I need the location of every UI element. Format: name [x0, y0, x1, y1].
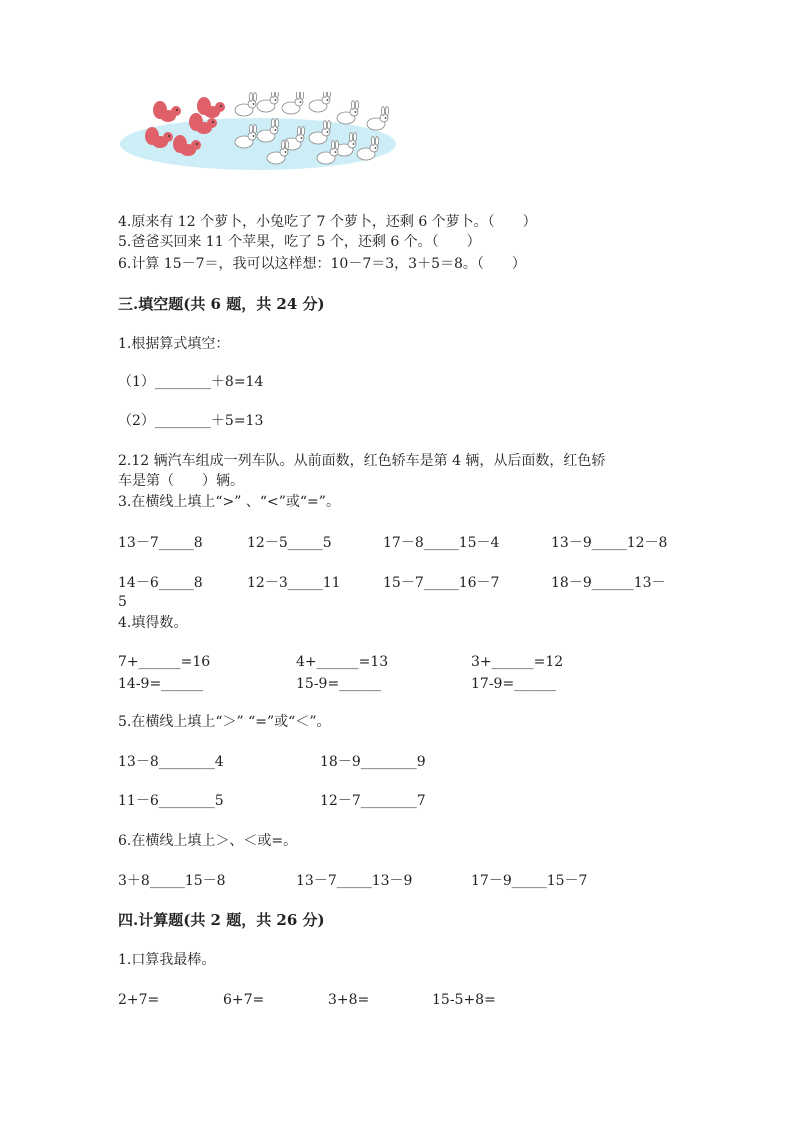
rabbit-icon [367, 107, 389, 131]
q1-prompt: 1.根据算式填空： [118, 336, 230, 352]
s4-q1-prompt: 1.口算我最棒。 [118, 952, 216, 968]
q4-prompt: 4.填得数。 [118, 615, 188, 631]
q2-line-2: 车是第（ ）辆。 [118, 473, 244, 489]
q6-r1-c3: 17－9_____15－7 [471, 873, 588, 889]
q3-r1-c2: 12－5_____5 [247, 535, 332, 551]
s4-q1-c4: 15-5+8= [432, 992, 496, 1008]
rabbit-icon [337, 101, 359, 125]
squirrels-rabbits-illustration [118, 92, 396, 174]
rabbit-icon [282, 92, 304, 114]
q4-r1-c1: 7+______=16 [118, 654, 211, 670]
rabbit-icon [235, 93, 257, 117]
q5-r1-c2: 18－9________9 [320, 754, 426, 770]
q2-line-1: 2.12 辆汽车组成一列车队。从前面数，红色轿车是第 4 辆，从后面数，红色轿 [118, 453, 606, 469]
q5-r2-c1: 11－6________5 [118, 793, 224, 809]
section3-title: 三.填空题(共 6 题，共 24 分) [118, 295, 325, 313]
q4-r2-c3: 17-9=______ [471, 676, 557, 692]
q5-r1-c1: 13－8________4 [118, 754, 224, 770]
q5-prompt: 5.在横线上填上“＞” “=”或“＜”。 [118, 714, 331, 730]
q4-r2-c2: 15-9=______ [296, 676, 382, 692]
tf-item-4: 4.原来有 12 个萝卜，小兔吃了 7 个萝卜，还剩 6 个萝卜。（ ） [118, 214, 537, 230]
q3-r2-c1: 14－6_____8 [118, 575, 203, 591]
tf-item-6: 6.计算 15－7＝，我可以这样想：10－7＝3，3＋5＝8。（ ） [118, 256, 526, 272]
q3-r2-c4: 18－9______13－ [551, 575, 666, 591]
section4-title: 四.计算题(共 2 题，共 26 分) [118, 911, 325, 929]
s4-q1-c1: 2+7= [118, 992, 160, 1008]
rabbit-icon [309, 92, 331, 112]
q3-prompt: 3.在横线上填上“>” 、“<”或“=”。 [118, 494, 340, 510]
q3-r2-c2: 12－3_____11 [247, 575, 341, 591]
tf-item-5: 5.爸爸买回来 11 个苹果，吃了 5 个，还剩 6 个。（ ） [118, 234, 481, 250]
s4-q1-c3: 3+8= [328, 992, 370, 1008]
q3-r1-c3: 17－8_____15－4 [383, 535, 500, 551]
s4-q1-c2: 6+7= [223, 992, 265, 1008]
q6-prompt: 6.在横线上填上＞、＜或=。 [118, 833, 298, 849]
q1-line-2: （2）________＋5=13 [118, 413, 264, 429]
q3-r1-c4: 13－9_____12－8 [551, 535, 668, 551]
squirrel-icon [153, 101, 181, 122]
q4-r1-c3: 3+______=12 [471, 654, 564, 670]
q6-r1-c1: 3＋8_____15－8 [118, 873, 226, 889]
rabbit-icon [257, 92, 279, 112]
q3-r1-c1: 13－7_____8 [118, 535, 203, 551]
q5-r2-c2: 12－7________7 [320, 793, 426, 809]
q1-line-1: （1）________＋8=14 [118, 374, 264, 390]
q3-r2-c3: 15－7_____16－7 [383, 575, 500, 591]
q4-r1-c2: 4+______=13 [296, 654, 389, 670]
q3-wrap: 5 [118, 594, 127, 610]
q4-r2-c1: 14-9=______ [118, 676, 204, 692]
q6-r1-c2: 13－7_____13－9 [296, 873, 413, 889]
squirrel-icon [197, 97, 225, 118]
